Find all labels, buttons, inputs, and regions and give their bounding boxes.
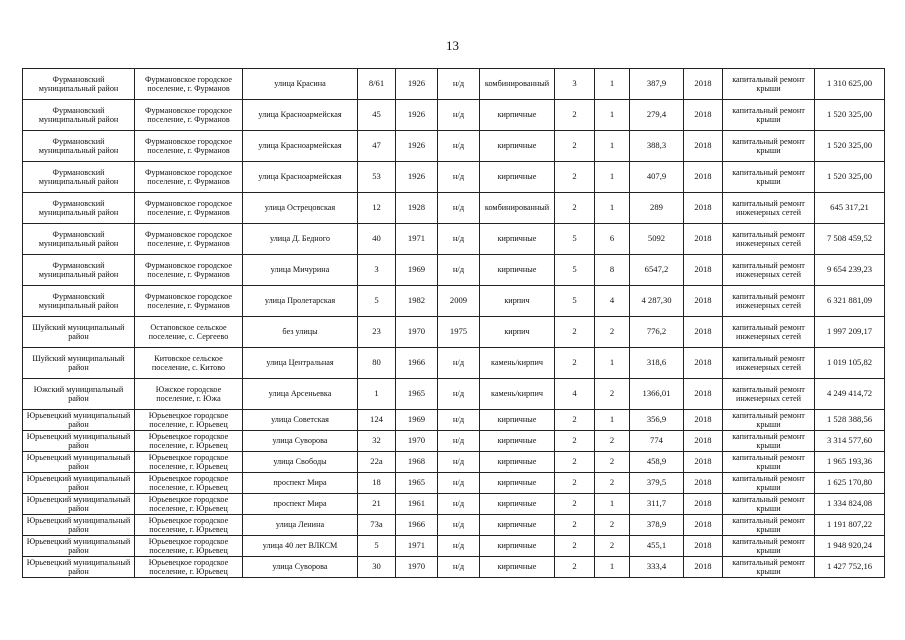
- entrances-cell: 2: [595, 473, 630, 494]
- house-number-cell: 5: [358, 536, 396, 557]
- year-overhaul-cell: н/д: [438, 410, 480, 431]
- settlement-cell: Остаповское сельское поселение, с. Сергеево: [135, 317, 243, 348]
- year-overhaul-cell: 1975: [438, 317, 480, 348]
- table-row: [23, 317, 885, 348]
- entrances-cell: 6: [595, 224, 630, 255]
- street-cell: без улицы: [243, 317, 358, 348]
- floors-cell: 2: [555, 452, 595, 473]
- wall-material-cell: кирпичные: [480, 162, 555, 193]
- work-type-cell: капитальный ремонт крыши: [723, 494, 815, 515]
- work-type-cell: капитальный ремонт инженерных сетей: [723, 348, 815, 379]
- plan-year-cell: 2018: [684, 69, 723, 100]
- floors-cell: 2: [555, 515, 595, 536]
- year-built-cell: 1970: [396, 431, 438, 452]
- floors-cell: 2: [555, 162, 595, 193]
- floors-cell: 5: [555, 224, 595, 255]
- house-number-cell: 124: [358, 410, 396, 431]
- settlement-cell: Фурмановское городское поселение, г. Фурманов: [135, 286, 243, 317]
- house-number-cell: 80: [358, 348, 396, 379]
- work-type-cell: капитальный ремонт крыши: [723, 431, 815, 452]
- area-cell: 776,2: [630, 317, 684, 348]
- cost-cell: 1 310 625,00: [815, 69, 885, 100]
- year-built-cell: 1965: [396, 473, 438, 494]
- table-row: [23, 193, 885, 224]
- wall-material-cell: кирпичные: [480, 536, 555, 557]
- table-row: [23, 557, 885, 578]
- entrances-cell: 2: [595, 379, 630, 410]
- district-cell: Фурмановский муниципальный район: [23, 193, 135, 224]
- area-cell: 318,6: [630, 348, 684, 379]
- entrances-cell: 1: [595, 494, 630, 515]
- area-cell: 458,9: [630, 452, 684, 473]
- wall-material-cell: камень/кирпич: [480, 379, 555, 410]
- house-number-cell: 12: [358, 193, 396, 224]
- wall-material-cell: кирпичные: [480, 515, 555, 536]
- plan-year-cell: 2018: [684, 473, 723, 494]
- work-type-cell: капитальный ремонт крыши: [723, 162, 815, 193]
- wall-material-cell: комбинированный: [480, 193, 555, 224]
- settlement-cell: Фурмановское городское поселение, г. Фурманов: [135, 100, 243, 131]
- entrances-cell: 2: [595, 431, 630, 452]
- area-cell: 279,4: [630, 100, 684, 131]
- district-cell: Юрьевецкий муниципальный район: [23, 515, 135, 536]
- street-cell: улица 40 лет ВЛКСМ: [243, 536, 358, 557]
- cost-cell: 9 654 239,23: [815, 255, 885, 286]
- area-cell: 388,3: [630, 131, 684, 162]
- settlement-cell: Юрьевецкое городское поселение, г. Юрьевец: [135, 557, 243, 578]
- table-body: [23, 69, 885, 578]
- plan-year-cell: 2018: [684, 379, 723, 410]
- settlement-cell: Фурмановское городское поселение, г. Фурманов: [135, 131, 243, 162]
- street-cell: улица Красноармейская: [243, 162, 358, 193]
- settlement-cell: Фурмановское городское поселение, г. Фурманов: [135, 224, 243, 255]
- entrances-cell: 8: [595, 255, 630, 286]
- house-number-cell: 23: [358, 317, 396, 348]
- table-row: [23, 100, 885, 131]
- year-overhaul-cell: н/д: [438, 494, 480, 515]
- plan-year-cell: 2018: [684, 515, 723, 536]
- street-cell: улица Красина: [243, 69, 358, 100]
- cost-cell: 1 427 752,16: [815, 557, 885, 578]
- settlement-cell: Юрьевецкое городское поселение, г. Юрьевец: [135, 494, 243, 515]
- wall-material-cell: кирпичные: [480, 557, 555, 578]
- settlement-cell: Фурмановское городское поселение, г. Фурманов: [135, 162, 243, 193]
- table-row: [23, 348, 885, 379]
- settlement-cell: Фурмановское городское поселение, г. Фурманов: [135, 69, 243, 100]
- year-overhaul-cell: н/д: [438, 348, 480, 379]
- year-overhaul-cell: н/д: [438, 255, 480, 286]
- year-built-cell: 1971: [396, 224, 438, 255]
- table-row: [23, 379, 885, 410]
- wall-material-cell: кирпичные: [480, 224, 555, 255]
- entrances-cell: 2: [595, 452, 630, 473]
- year-built-cell: 1970: [396, 317, 438, 348]
- street-cell: улица Советская: [243, 410, 358, 431]
- entrances-cell: 1: [595, 162, 630, 193]
- entrances-cell: 1: [595, 410, 630, 431]
- cost-cell: 1 191 807,22: [815, 515, 885, 536]
- plan-year-cell: 2018: [684, 431, 723, 452]
- year-overhaul-cell: н/д: [438, 100, 480, 131]
- floors-cell: 3: [555, 69, 595, 100]
- district-cell: Фурмановский муниципальный район: [23, 224, 135, 255]
- cost-cell: 1 520 325,00: [815, 162, 885, 193]
- entrances-cell: 4: [595, 286, 630, 317]
- work-type-cell: капитальный ремонт крыши: [723, 131, 815, 162]
- year-overhaul-cell: н/д: [438, 162, 480, 193]
- area-cell: 378,9: [630, 515, 684, 536]
- street-cell: улица Ленина: [243, 515, 358, 536]
- district-cell: Фурмановский муниципальный район: [23, 69, 135, 100]
- area-cell: 333,4: [630, 557, 684, 578]
- work-type-cell: капитальный ремонт крыши: [723, 536, 815, 557]
- house-number-cell: 22а: [358, 452, 396, 473]
- settlement-cell: Фурмановское городское поселение, г. Фурманов: [135, 193, 243, 224]
- table-row: [23, 162, 885, 193]
- work-type-cell: капитальный ремонт крыши: [723, 452, 815, 473]
- entrances-cell: 2: [595, 536, 630, 557]
- cost-cell: 4 249 414,72: [815, 379, 885, 410]
- entrances-cell: 2: [595, 317, 630, 348]
- area-cell: 4 287,30: [630, 286, 684, 317]
- street-cell: улица Красноармейская: [243, 131, 358, 162]
- wall-material-cell: кирпичные: [480, 100, 555, 131]
- floors-cell: 2: [555, 536, 595, 557]
- work-type-cell: капитальный ремонт инженерных сетей: [723, 193, 815, 224]
- cost-cell: 645 317,21: [815, 193, 885, 224]
- district-cell: Фурмановский муниципальный район: [23, 255, 135, 286]
- cost-cell: 1 997 209,17: [815, 317, 885, 348]
- floors-cell: 5: [555, 255, 595, 286]
- house-number-cell: 21: [358, 494, 396, 515]
- settlement-cell: Юрьевецкое городское поселение, г. Юрьевец: [135, 536, 243, 557]
- work-type-cell: капитальный ремонт крыши: [723, 515, 815, 536]
- house-number-cell: 47: [358, 131, 396, 162]
- page-number: 13: [446, 38, 459, 53]
- plan-year-cell: 2018: [684, 452, 723, 473]
- wall-material-cell: кирпичные: [480, 452, 555, 473]
- wall-material-cell: кирпичные: [480, 494, 555, 515]
- plan-year-cell: 2018: [684, 131, 723, 162]
- area-cell: 6547,2: [630, 255, 684, 286]
- settlement-cell: Юрьевецкое городское поселение, г. Юрьевец: [135, 431, 243, 452]
- area-cell: 407,9: [630, 162, 684, 193]
- plan-year-cell: 2018: [684, 317, 723, 348]
- area-cell: 379,5: [630, 473, 684, 494]
- floors-cell: 5: [555, 286, 595, 317]
- year-overhaul-cell: н/д: [438, 193, 480, 224]
- wall-material-cell: комбинированный: [480, 69, 555, 100]
- year-overhaul-cell: н/д: [438, 69, 480, 100]
- year-overhaul-cell: н/д: [438, 379, 480, 410]
- district-cell: Юрьевецкий муниципальный район: [23, 410, 135, 431]
- wall-material-cell: камень/кирпич: [480, 348, 555, 379]
- floors-cell: 2: [555, 410, 595, 431]
- settlement-cell: Юрьевецкое городское поселение, г. Юрьевец: [135, 515, 243, 536]
- district-cell: Фурмановский муниципальный район: [23, 100, 135, 131]
- table-row: [23, 452, 885, 473]
- year-built-cell: 1966: [396, 348, 438, 379]
- settlement-cell: Китовское сельское поселение, с. Китово: [135, 348, 243, 379]
- cost-cell: 1 625 170,80: [815, 473, 885, 494]
- entrances-cell: 1: [595, 69, 630, 100]
- year-overhaul-cell: н/д: [438, 515, 480, 536]
- year-built-cell: 1970: [396, 557, 438, 578]
- district-cell: Юрьевецкий муниципальный район: [23, 452, 135, 473]
- district-cell: Шуйский муниципальный район: [23, 317, 135, 348]
- floors-cell: 2: [555, 131, 595, 162]
- house-number-cell: 5: [358, 286, 396, 317]
- floors-cell: 2: [555, 494, 595, 515]
- register-table: [22, 68, 885, 578]
- floors-cell: 2: [555, 193, 595, 224]
- plan-year-cell: 2018: [684, 100, 723, 131]
- cost-cell: 1 528 388,56: [815, 410, 885, 431]
- cost-cell: 1 019 105,82: [815, 348, 885, 379]
- house-number-cell: 1: [358, 379, 396, 410]
- table-row: [23, 255, 885, 286]
- wall-material-cell: кирпичные: [480, 131, 555, 162]
- work-type-cell: капитальный ремонт инженерных сетей: [723, 317, 815, 348]
- plan-year-cell: 2018: [684, 536, 723, 557]
- house-number-cell: 53: [358, 162, 396, 193]
- floors-cell: 2: [555, 557, 595, 578]
- house-number-cell: 30: [358, 557, 396, 578]
- work-type-cell: капитальный ремонт инженерных сетей: [723, 286, 815, 317]
- plan-year-cell: 2018: [684, 557, 723, 578]
- wall-material-cell: кирпичные: [480, 410, 555, 431]
- district-cell: Юрьевецкий муниципальный район: [23, 431, 135, 452]
- table-row: [23, 515, 885, 536]
- floors-cell: 4: [555, 379, 595, 410]
- cost-cell: 3 314 577,60: [815, 431, 885, 452]
- cost-cell: 1 965 193,36: [815, 452, 885, 473]
- table-row: [23, 286, 885, 317]
- year-built-cell: 1926: [396, 162, 438, 193]
- plan-year-cell: 2018: [684, 494, 723, 515]
- entrances-cell: 1: [595, 131, 630, 162]
- district-cell: Юрьевецкий муниципальный район: [23, 557, 135, 578]
- plan-year-cell: 2018: [684, 224, 723, 255]
- wall-material-cell: кирпич: [480, 286, 555, 317]
- year-built-cell: 1968: [396, 452, 438, 473]
- cost-cell: 6 321 881,09: [815, 286, 885, 317]
- floors-cell: 2: [555, 317, 595, 348]
- district-cell: Фурмановский муниципальный район: [23, 286, 135, 317]
- table-row: [23, 473, 885, 494]
- district-cell: Юрьевецкий муниципальный район: [23, 494, 135, 515]
- area-cell: 387,9: [630, 69, 684, 100]
- area-cell: 1366,01: [630, 379, 684, 410]
- floors-cell: 2: [555, 348, 595, 379]
- area-cell: 311,7: [630, 494, 684, 515]
- entrances-cell: 1: [595, 348, 630, 379]
- settlement-cell: Юрьевецкое городское поселение, г. Юрьевец: [135, 410, 243, 431]
- floors-cell: 2: [555, 473, 595, 494]
- plan-year-cell: 2018: [684, 348, 723, 379]
- house-number-cell: 73а: [358, 515, 396, 536]
- house-number-cell: 45: [358, 100, 396, 131]
- plan-year-cell: 2018: [684, 193, 723, 224]
- street-cell: улица Свободы: [243, 452, 358, 473]
- entrances-cell: 1: [595, 100, 630, 131]
- street-cell: улица Д. Бедного: [243, 224, 358, 255]
- cost-cell: 1 334 824,08: [815, 494, 885, 515]
- plan-year-cell: 2018: [684, 410, 723, 431]
- table-row: [23, 494, 885, 515]
- cost-cell: 1 520 325,00: [815, 100, 885, 131]
- year-built-cell: 1928: [396, 193, 438, 224]
- district-cell: Фурмановский муниципальный район: [23, 162, 135, 193]
- street-cell: проспект Мира: [243, 494, 358, 515]
- work-type-cell: капитальный ремонт крыши: [723, 69, 815, 100]
- street-cell: улица Суворова: [243, 431, 358, 452]
- house-number-cell: 8/61: [358, 69, 396, 100]
- plan-year-cell: 2018: [684, 162, 723, 193]
- house-number-cell: 32: [358, 431, 396, 452]
- plan-year-cell: 2018: [684, 286, 723, 317]
- area-cell: 774: [630, 431, 684, 452]
- year-built-cell: 1966: [396, 515, 438, 536]
- street-cell: улица Арсеньевка: [243, 379, 358, 410]
- year-overhaul-cell: н/д: [438, 536, 480, 557]
- year-overhaul-cell: н/д: [438, 452, 480, 473]
- wall-material-cell: кирпич: [480, 317, 555, 348]
- year-built-cell: 1969: [396, 255, 438, 286]
- year-built-cell: 1965: [396, 379, 438, 410]
- work-type-cell: капитальный ремонт крыши: [723, 473, 815, 494]
- district-cell: Фурмановский муниципальный район: [23, 131, 135, 162]
- year-built-cell: 1969: [396, 410, 438, 431]
- area-cell: 455,1: [630, 536, 684, 557]
- street-cell: улица Красноармейская: [243, 100, 358, 131]
- settlement-cell: Юрьевецкое городское поселение, г. Юрьевец: [135, 452, 243, 473]
- cost-cell: 1 520 325,00: [815, 131, 885, 162]
- year-overhaul-cell: н/д: [438, 431, 480, 452]
- year-built-cell: 1971: [396, 536, 438, 557]
- year-built-cell: 1926: [396, 131, 438, 162]
- street-cell: проспект Мира: [243, 473, 358, 494]
- street-cell: улица Острецовская: [243, 193, 358, 224]
- street-cell: улица Центральная: [243, 348, 358, 379]
- settlement-cell: Юрьевецкое городское поселение, г. Юрьевец: [135, 473, 243, 494]
- entrances-cell: 1: [595, 193, 630, 224]
- wall-material-cell: кирпичные: [480, 473, 555, 494]
- work-type-cell: капитальный ремонт инженерных сетей: [723, 255, 815, 286]
- table-row: [23, 224, 885, 255]
- district-cell: Южский муниципальный район: [23, 379, 135, 410]
- table-row: [23, 69, 885, 100]
- plan-year-cell: 2018: [684, 255, 723, 286]
- area-cell: 289: [630, 193, 684, 224]
- wall-material-cell: кирпичные: [480, 255, 555, 286]
- district-cell: Юрьевецкий муниципальный район: [23, 536, 135, 557]
- settlement-cell: Фурмановское городское поселение, г. Фурманов: [135, 255, 243, 286]
- entrances-cell: 2: [595, 515, 630, 536]
- table-row: [23, 431, 885, 452]
- work-type-cell: капитальный ремонт инженерных сетей: [723, 379, 815, 410]
- year-built-cell: 1982: [396, 286, 438, 317]
- year-built-cell: 1926: [396, 100, 438, 131]
- street-cell: улица Пролетарская: [243, 286, 358, 317]
- work-type-cell: капитальный ремонт крыши: [723, 410, 815, 431]
- floors-cell: 2: [555, 431, 595, 452]
- district-cell: Шуйский муниципальный район: [23, 348, 135, 379]
- cost-cell: 7 508 459,52: [815, 224, 885, 255]
- district-cell: Юрьевецкий муниципальный район: [23, 473, 135, 494]
- area-cell: 5092: [630, 224, 684, 255]
- floors-cell: 2: [555, 100, 595, 131]
- work-type-cell: капитальный ремонт крыши: [723, 557, 815, 578]
- year-overhaul-cell: н/д: [438, 224, 480, 255]
- year-built-cell: 1926: [396, 69, 438, 100]
- house-number-cell: 40: [358, 224, 396, 255]
- area-cell: 356,9: [630, 410, 684, 431]
- wall-material-cell: кирпичные: [480, 431, 555, 452]
- settlement-cell: Южское городское поселение, г. Южа: [135, 379, 243, 410]
- year-built-cell: 1961: [396, 494, 438, 515]
- table-row: [23, 131, 885, 162]
- street-cell: улица Суворова: [243, 557, 358, 578]
- table-row: [23, 410, 885, 431]
- house-number-cell: 18: [358, 473, 396, 494]
- year-overhaul-cell: н/д: [438, 131, 480, 162]
- street-cell: улица Мичурина: [243, 255, 358, 286]
- work-type-cell: капитальный ремонт инженерных сетей: [723, 224, 815, 255]
- cost-cell: 1 948 920,24: [815, 536, 885, 557]
- table-row: [23, 536, 885, 557]
- year-overhaul-cell: н/д: [438, 557, 480, 578]
- house-number-cell: 3: [358, 255, 396, 286]
- work-type-cell: капитальный ремонт крыши: [723, 100, 815, 131]
- year-overhaul-cell: н/д: [438, 473, 480, 494]
- entrances-cell: 1: [595, 557, 630, 578]
- year-overhaul-cell: 2009: [438, 286, 480, 317]
